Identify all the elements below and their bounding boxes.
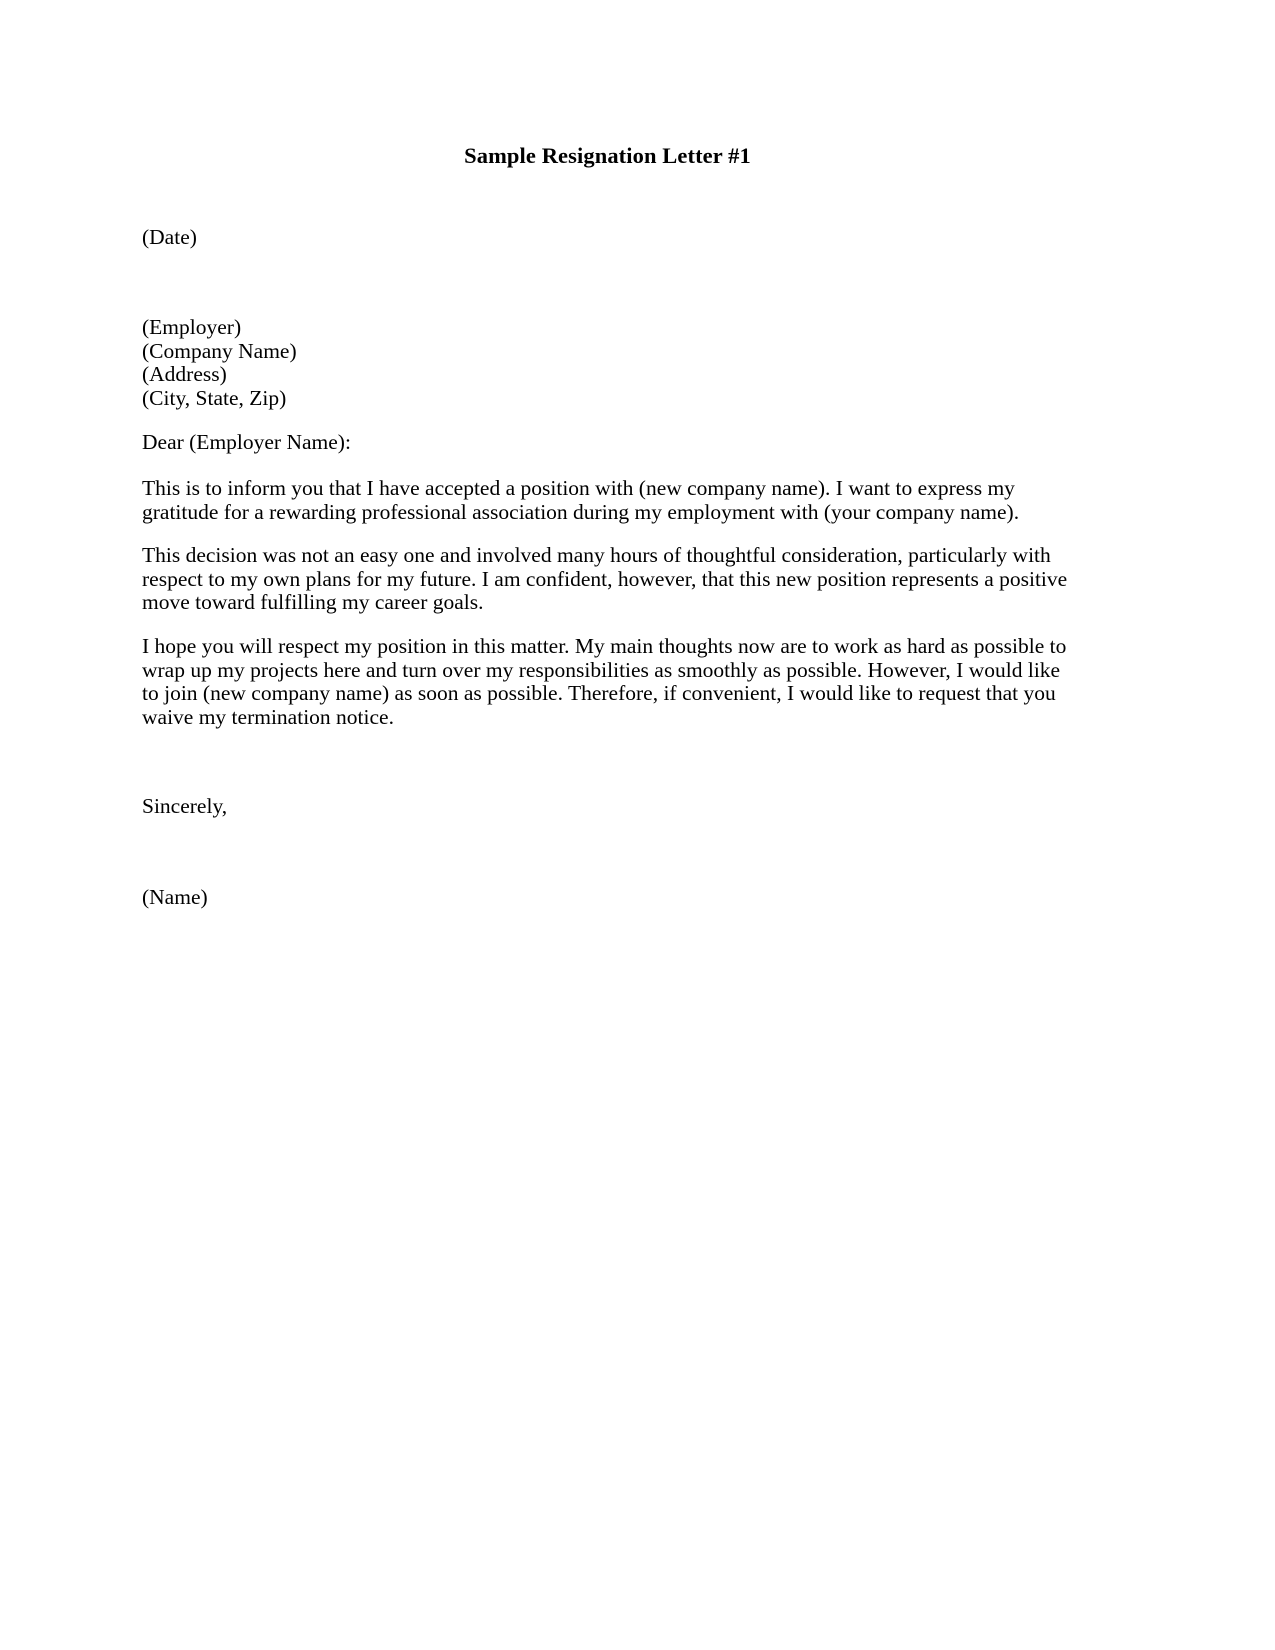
salutation-line xyxy=(142,431,1077,455)
page-title xyxy=(0,142,1275,169)
body-paragraph-2: This decision was not an easy one and involved many hours of thoughtful consideration, particularly with respect to my own plans for my future. I am confident, however, that this new position represents a positive move toward fulfilling my career goals. xyxy=(142,543,1068,614)
date-placeholder: (Date) xyxy=(142,225,197,249)
body-paragraph-1: This is to inform you that I have accepted a position with (new company name). I want to express my gratitude for a rewarding professional association during my employment with (your company name). xyxy=(142,476,1020,524)
recipient-city-state-zip: (City, State, Zip) xyxy=(142,385,287,410)
date-field xyxy=(142,226,1077,250)
recipient-address-block xyxy=(142,316,1077,410)
closing-text: Sincerely, xyxy=(142,794,228,818)
recipient-company-name: (Company Name) xyxy=(142,338,297,363)
page-title-text: Sample Resignation Letter #1 xyxy=(464,143,751,168)
signature-block xyxy=(142,886,1077,910)
salutation-text: Dear (Employer Name): xyxy=(142,430,351,454)
recipient-address: (Address) xyxy=(142,362,227,386)
body-paragraph-3: I hope you will respect my position in this matter. My main thoughts now are to work as hard as possible to wrap up my projects here and turn over my responsibilities as smoothly as possible. However, I would like to join (new company name) as soon as possible. Therefore, if convenient, I would like to request that you waive my termination notice. xyxy=(142,634,1067,729)
recipient-employer: (Employer) xyxy=(142,315,242,339)
signature-name-placeholder: (Name) xyxy=(142,885,208,909)
closing-line xyxy=(142,795,1077,819)
